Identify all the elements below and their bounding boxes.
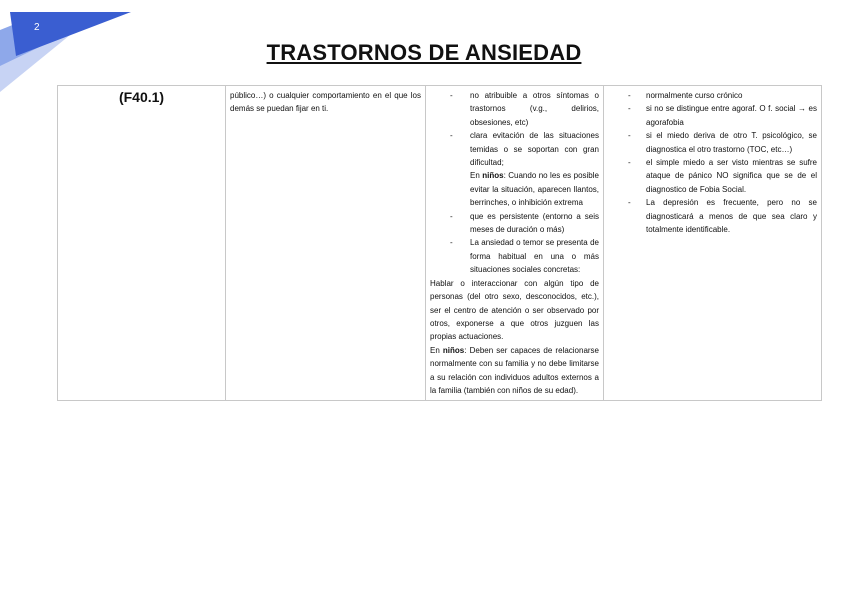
list-item: - normalmente curso crónico: [608, 89, 817, 102]
page-number: 2: [34, 22, 40, 33]
table-row: [58, 86, 822, 401]
children-prefix: En: [430, 345, 443, 355]
situations-paragraph: Hablar o interaccionar con algún tipo de personas (del otro sexo, desconocidos, etc.), ser el centro de atención o ser observado por otros, exponerse a que otros juzguen las propias actuaciones.: [430, 278, 599, 342]
list-item: - el simple miedo a ser visto mientras se sufre ataque de pánico NO significa que se de el diagnostico de Fobia Social.: [608, 156, 817, 196]
description-cell: [226, 86, 426, 401]
list-item: - no atribuible a otros síntomas o trastornos (v.g., delirios, obsesiones, etc): [430, 89, 599, 129]
list-item: - que es persistente (entorno a seis meses de duración o más): [430, 210, 599, 237]
children-label: niños: [482, 171, 504, 181]
children-label: niños: [442, 345, 465, 355]
list-item-text: clara evitación de las situaciones temidas o se soportan con gran dificultad;: [470, 131, 599, 168]
children-text: : Deben ser capaces de relacionarse normalmente con su familia y no debe limitarse a su relación con individuos adultos externos a la familia (también con niños de su edad).: [430, 345, 599, 395]
criteria-cell: [426, 86, 604, 401]
list-item: - La depresión es frecuente, pero no se diagnosticará a menos de que sea claro y totalmente identificable.: [608, 196, 817, 236]
children-text: : Cuando no les es posible evitar la situación, aparecen llantos, berrinches, o inhibición extrema: [470, 171, 599, 208]
content-table: [57, 85, 822, 401]
children-note: En niños: Cuando no les es posible evitar la situación, aparecen llantos, berrinches, o inhibición extrema: [470, 171, 599, 208]
criteria-list: [430, 89, 599, 277]
code-cell: [58, 86, 226, 401]
description-text: público…) o cualquier comportamiento en el que los demás se puedan fijar en ti.: [230, 91, 421, 114]
list-item: - La ansiedad o temor se presenta de forma habitual en una o más situaciones sociales concretas:: [430, 236, 599, 276]
diagnosis-code: (F40.1): [118, 89, 165, 105]
page-title: TRASTORNOS DE ANSIEDAD: [266, 40, 582, 65]
list-item: [430, 129, 599, 209]
list-item: - si no se distingue entre agoraf. O f. social → es agorafobia: [608, 102, 817, 129]
notes-list: [608, 89, 817, 236]
children-paragraph: [430, 344, 599, 398]
notes-cell: [604, 86, 822, 401]
list-item: - si el miedo deriva de otro T. psicológico, se diagnostica el otro trastorno (TOC, etc…): [608, 129, 817, 156]
